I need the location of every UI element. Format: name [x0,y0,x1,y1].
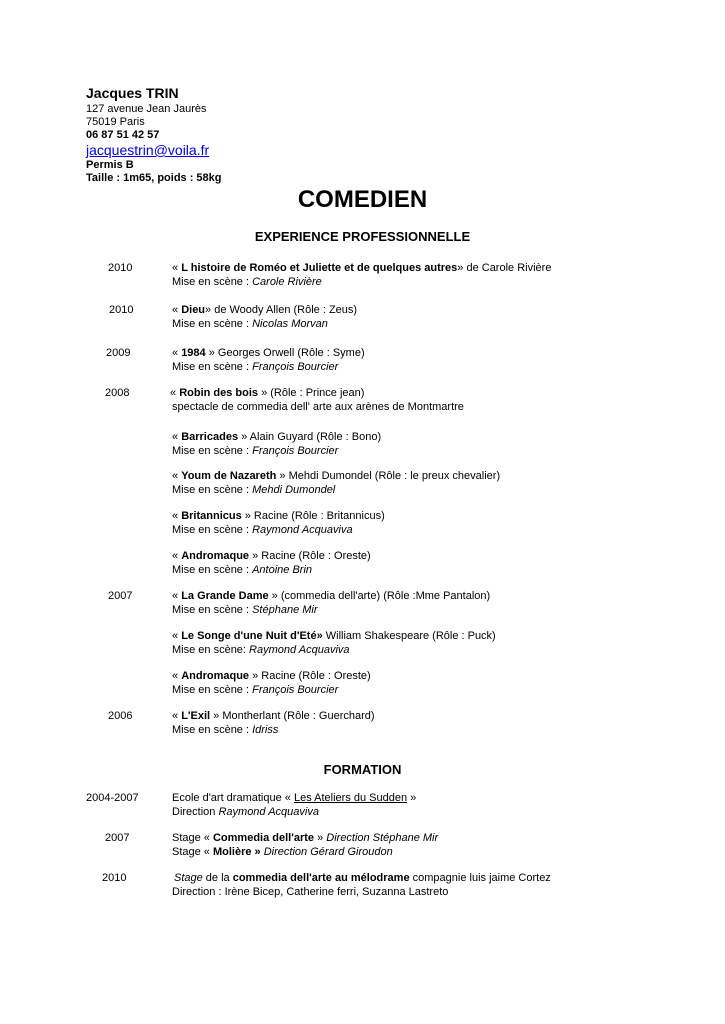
director-label: Mise en scène : [172,361,253,373]
director-name: Nicolas Morvan [252,318,328,330]
candidate-name: Jacques TRIN [86,85,179,101]
director-label: Mise en scène : [172,524,253,536]
work-details: » Mehdi Dumondel (Rôle : le preux chevalier) [276,470,501,482]
work-details: William Shakespeare (Rôle : Puck) [322,630,496,642]
director-label: Mise en scène : [172,684,253,696]
address-line-1: 127 avenue Jean Jaurès [86,103,207,115]
director-label: Direction [172,806,219,818]
height-weight: Taille : 1m65, poids : 58kg [86,172,222,184]
director-label: Mise en scène : [172,445,253,457]
director-name: Carole Rivière [252,276,322,288]
work-title: 1984 [181,347,206,359]
director-name: François Bourcier [252,445,339,457]
work-title: Robin des bois [179,387,259,399]
work-title: Britannicus [181,510,242,522]
quote-close: » [314,832,327,844]
director-name: Raymond Acquaviva [218,806,319,818]
director-name: Raymond Acquaviva [249,644,350,656]
work-title: Andromaque [181,670,250,682]
director-label: Mise en scène : [172,604,253,616]
school-name: Les Ateliers du Sudden [293,792,408,804]
stage-director: Direction Gérard Giroudon [260,846,393,858]
work-details: » Alain Guyard (Rôle : Bono) [238,431,382,443]
director-label: Mise en scène : [172,318,253,330]
work-details: » de Carole Rivière [457,262,552,274]
work-title: Dieu [181,304,206,316]
driving-license: Permis B [86,159,134,171]
entry-year: 2004-2007 [86,792,139,804]
entry-year: 2006 [108,710,133,722]
work-title: La Grande Dame [181,590,269,602]
work-details: » Montherlant (Rôle : Guerchard) [210,710,375,722]
stage-company: compagnie luis jaime Cortez [409,872,551,884]
quote-open: « [172,470,182,482]
stage-label: Stage [174,872,203,884]
quote-open: « [172,670,182,682]
quote-open: « [170,387,180,399]
quote-open: « [172,630,182,642]
stage-label: Stage « [172,846,213,858]
quote-open: « [172,710,182,722]
director-name: Mehdi Dumondel [252,484,336,496]
work-title: Andromaque [181,550,250,562]
quote-open: « [172,304,182,316]
director-label: Mise en scène : [172,484,253,496]
work-details: » (commedia dell'arte) (Rôle :Mme Pantalon) [268,590,491,602]
experience-heading: EXPERIENCE PROFESSIONNELLE [254,229,471,244]
director-label: Mise en scène : [172,724,253,736]
work-details: » (Rôle : Prince jean) [258,387,365,399]
work-details: » Georges Orwell (Rôle : Syme) [205,347,365,359]
formation-heading: FORMATION [323,762,402,777]
work-details: » Racine (Rôle : Oreste) [249,550,371,562]
quote-open: « [172,347,182,359]
director-name: Stéphane Mir [252,604,318,616]
entry-year: 2010 [102,872,127,884]
page-title: COMEDIEN [297,186,428,213]
director-label: Mise en scène: [172,644,250,656]
work-details: » Racine (Rôle : Oreste) [249,670,371,682]
stage-connector: de la [202,872,233,884]
work-details: » Racine (Rôle : Britannicus) [241,510,385,522]
quote-open: « [172,510,182,522]
director-name: Idriss [252,724,279,736]
entry-year: 2007 [108,590,133,602]
contact-header [86,85,222,185]
entry-year: 2009 [106,347,131,359]
director-name: François Bourcier [252,361,339,373]
work-title: Youm de Nazareth [181,470,277,482]
email-link[interactable]: jacquestrin@voila.fr [86,142,210,158]
show-description: spectacle de commedia dell' arte aux arènes de Montmartre [172,401,464,413]
work-title: L histoire de Roméo et Juliette et de quelques autres [181,262,458,274]
stage-title: Molière » [212,846,261,858]
address-line-2: 75019 Paris [86,116,145,128]
quote-open: « [172,550,182,562]
work-details: » de Woody Allen (Rôle : Zeus) [205,304,358,316]
stage-directors: Direction : Irène Bicep, Catherine ferri, Suzanna Lastreto [172,886,449,898]
school-suffix: » [407,792,417,804]
director-name: Raymond Acquaviva [252,524,353,536]
work-title: Le Songe d'une Nuit d'Eté» [181,630,323,642]
entry-year: 2008 [105,387,130,399]
stage-title: Commedia dell'arte [212,832,315,844]
school-prefix: Ecole d'art dramatique « [172,792,294,804]
quote-open: « [172,262,182,274]
quote-open: « [172,590,182,602]
work-title: Barricades [181,431,239,443]
stage-title: commedia dell'arte au mélodrame [232,872,410,884]
quote-open: « [172,431,182,443]
entry-year: 2010 [109,304,134,316]
director-name: Antoine Brin [252,564,313,576]
entry-year: 2010 [108,262,133,274]
director-label: Mise en scène : [172,564,253,576]
director-name: François Bourcier [252,684,339,696]
stage-director: Direction Stéphane Mir [326,832,439,844]
entry-year: 2007 [105,832,130,844]
work-title: L'Exil [181,710,211,722]
phone-number: 06 87 51 42 57 [86,129,160,141]
stage-label: Stage « [172,832,213,844]
director-label: Mise en scène : [172,276,253,288]
